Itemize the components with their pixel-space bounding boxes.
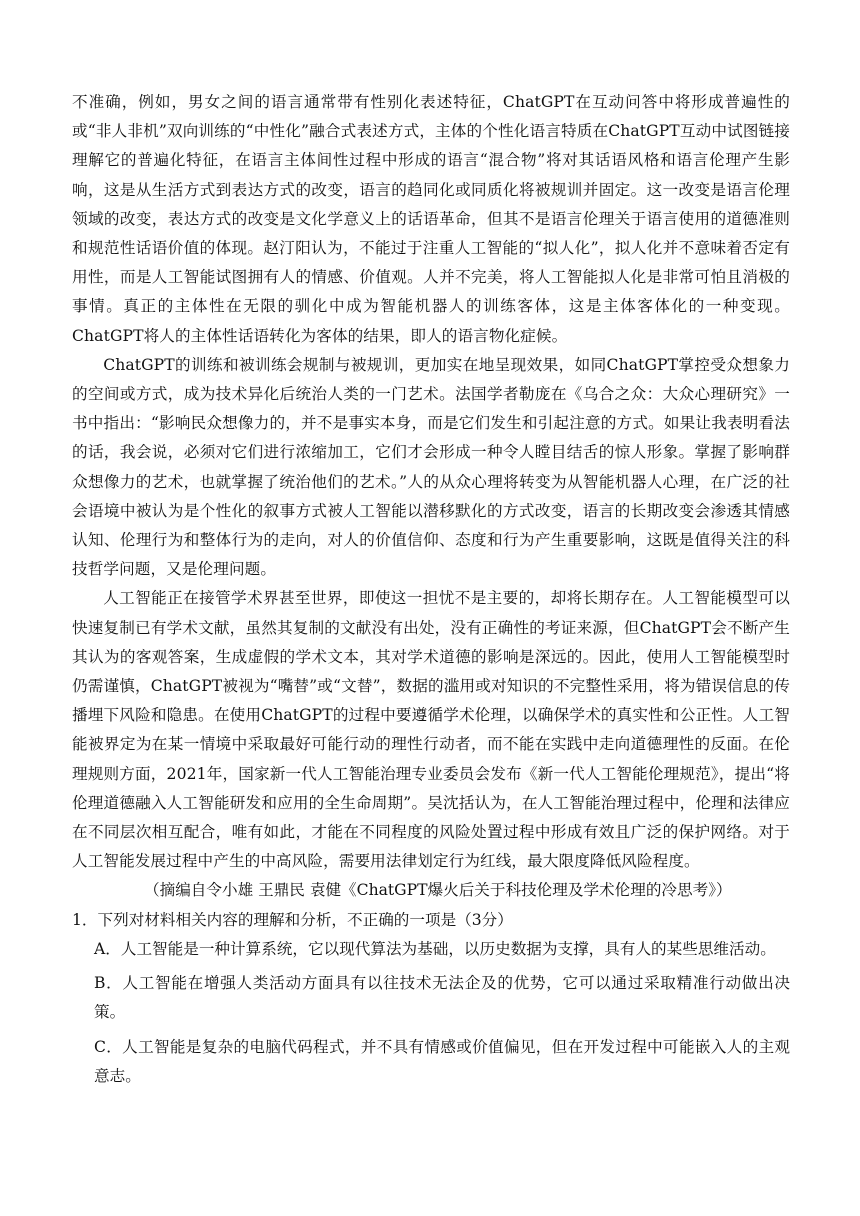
article-paragraph-3: 人工智能正在接管学术界甚至世界，即使这一担忧不是主要的，却将长期存在。人工智能模型可以快速复制已有学术文献，虽然其复制的文献没有出处，没有正确性的考证来源，但ChatGPT会不断产生其认为的客观答案，生成虚假的学术文本，其对学术道德的影响是深远的。因此，使用人工智能模型时仍需谨慎，ChatGPT被视为“嘴替”或“文替”，数据的滥用或对知识的不完整性采用，将为错误信息的传播埋下风险和隐患。在使用ChatGPT的过程中要遵循学术伦理，以确保学术的真实性和公正性。人工智能被界定为在某一情境中采取最好可能行动的理性行动者，而不能在实践中走向道德理性的反面。在伦理规则方面，2021年，国家新一代人工智能治理专业委员会发布《新一代人工智能伦理规范》，提出“将伦理道德融入人工智能研发和应用的全生命周期”。吴沈括认为，在人工智能治理过程中，伦理和法律应在不同层次相互配合，唯有如此，才能在不同程度的风险处置过程中形成有效且广泛的保护网络。对于人工智能发展过程中产生的中高风险，需要用法律划定行为红线，最大限度降低风险程度。 [72,589,790,871]
exam-page [72,88,790,1096]
question-stem: 1．下列对材料相关内容的理解和分析，不正确的一项是（3分） [72,910,513,929]
article-paragraph-1: 不准确，例如，男女之间的语言通常带有性别化表述特征，ChatGPT在互动问答中将形成普遍性的或“非人非机”双向训练的“中性化”融合式表述方式，主体的个性化语言特质在ChatGPT互动中试图链接理解它的普遍化特征，在语言主体间性过程中形成的语言“混合物”将对其话语风格和语言伦理产生影响，这是从生活方式到表达方式的改变，语言的趋同化或同质化将被规训并固定。这一改变是语言伦理领域的改变，表达方式的改变是文化学意义上的话语革命，但其不是语言伦理关于语言使用的道德准则和规范性话语价值的体现。赵汀阳认为，不能过于注重人工智能的“拟人化”，拟人化并不意味着否定有用性，而是人工智能试图拥有人的情感、价值观。人并不完美，将人工智能拟人化是非常可怕且消极的事情。真正的主体性在无限的驯化中成为智能机器人的训练客体，这是主体客体化的一种变现。ChatGPT将人的主体性话语转化为客体的结果，即人的语言物化症候。 [72,93,790,345]
option-c: C．人工智能是复杂的电脑代码程式，并不具有情感或价值偏见，但在开发过程中可能嵌入人的主观意志。 [94,1037,790,1085]
question-1 [72,906,790,1091]
option-b: B．人工智能在增强人类活动方面具有以往技术无法企及的优势，它可以通过采取精准行动做出决策。 [94,974,790,1022]
article-source: （摘编自令小雄 王鼎民 袁健《ChatGPT爆火后关于科技伦理及学术伦理的冷思考》） [144,881,732,900]
option-a: A．人工智能是一种计算系统，它以现代算法为基础，以历史数据为支撑，具有人的某些思维活动。 [94,939,776,958]
article-paragraph-2: ChatGPT的训练和被训练会规制与被规训，更加实在地呈现效果，如同ChatGPT掌控受众想象力的空间或方式，成为技术异化后统治人类的一门艺术。法国学者勒庞在《乌合之众：大众心理研究》一书中指出：“影响民众想像力的，并不是事实本身，而是它们发生和引起注意的方式。如果让我表明看法的话，我会说，必须对它们进行浓缩加工，它们才会形成一种令人瞠目结舌的惊人形象。掌握了影响群众想像力的艺术，也就掌握了统治他们的艺术。”人的从众心理将转变为从智能机器人心理，在广泛的社会语境中被认为是个性化的叙事方式被人工智能以潜移默化的方式改变，语言的长期改变会渗透其情感认知、伦理行为和整体行为的走向，对人的价值信仰、态度和行为产生重要影响，这既是值得关注的科技哲学问题，又是伦理问题。 [72,355,790,579]
